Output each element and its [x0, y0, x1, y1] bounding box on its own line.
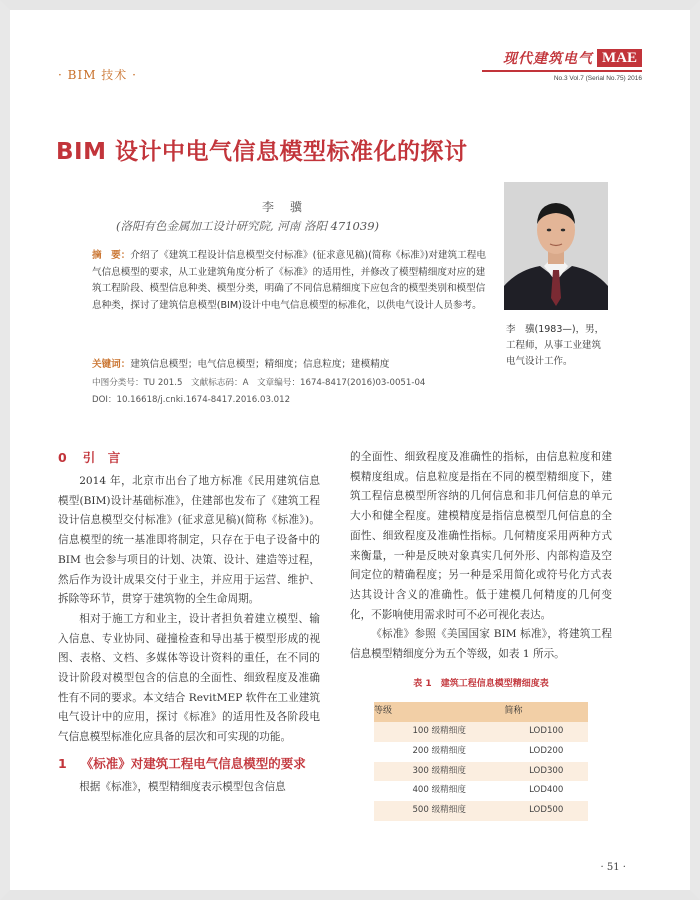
author-affiliation: (洛阳有色金属加工设计研究院, 河南 洛阳 471039) [116, 219, 379, 233]
journal-logo [482, 48, 642, 82]
abstract-text: 介绍了《建筑工程设计信息模型交付标准》(征求意见稿)(简称《标准》)对建筑工程电气信息模型的要求，从工业建筑角度分析了《标准》的适用性，并修改了模型精细度对应的建筑工程阶段、模型信息种类、模型分类，明确了不同信息精细度下应包含的模型类别和模型信息种类，探讨了建筑信息模型(BIM)设计中电气信息模型的标准化，以供电气设计人员参考。 [92, 250, 486, 311]
abstract [92, 248, 490, 314]
table-cell: 100 级精细度 [374, 722, 504, 742]
paragraph: 2014 年，北京市出台了地方标准《民用建筑信息模型(BIM)设计基础标准》，住建部也发布了《建筑工程设计信息模型交付标准》(征求意见稿)(简称《标准》)。信息模型的统一基准即将制定，只存在于电子设备中的 BIM 也会参与项目的计划、决策、设计、建造等过程，然后作为设计成果交付于业主，并应用于运营、维护、拆除等环节，贯穿于建筑物的全生命周期。 [58, 475, 320, 606]
author-bio: 李 骥(1983—)，男，工程师，从事工业建筑电气设计工作。 [506, 324, 605, 367]
table-header-cell: 简称 [504, 702, 588, 722]
classification-line: 中图分类号：TU 201.5 文献标志码：A 文章编号：1674-8417(2016)03-0051-04 [92, 378, 426, 388]
paragraph: 根据《标准》，模型精细度表示模型包含信息 [79, 780, 286, 793]
journal-name-row [482, 48, 642, 68]
issue-line: No.3 Vol.7 (Serial No.75) 2016 [553, 75, 642, 82]
section-title: 引 言 [82, 450, 121, 465]
table-cell: LOD400 [504, 781, 588, 801]
table-cell: LOD100 [504, 722, 588, 742]
table-cell: 500 级精细度 [374, 801, 504, 821]
keywords-label: 关键词： [92, 359, 131, 370]
page-number: · 51 · [600, 862, 626, 873]
table-cell: 400 级精细度 [374, 781, 504, 801]
doi-line: DOI：10.16618/j.cnki.1674-8417.2016.03.012 [92, 395, 291, 405]
author-name: 李 骥 [262, 200, 308, 214]
lod-table [374, 702, 588, 820]
section-number: 0 [58, 450, 67, 465]
section-tag: · BIM 技术 · [58, 68, 137, 82]
abstract-label: 摘 要： [92, 250, 131, 261]
section-heading-0 [58, 448, 320, 468]
paragraph: 的全面性、细致程度及准确性的指标，由信息粒度和建模精度组成。信息粒度是指在不同的模型精细度下，建筑工程信息模型所容纳的几何信息和非几何信息的单元大小和健全程度。建模精度是指信息模型几何信息的全面性、细致程度及准确性指标。几何精度采用两种方式来衡量，一种是反映对象真实几何外形、内部构造及空间定位的精确程度；另一种是采用简化或符号化方式表达其设计含义的准确性。低于建模几何精度的几何变化，不影响使用需求时可不必可视化表达。 [350, 451, 612, 621]
journal-rule [482, 70, 642, 72]
table-cell: LOD300 [504, 762, 588, 782]
table-cell: 300 级精细度 [374, 762, 504, 782]
table-row [374, 801, 588, 821]
left-column [58, 448, 320, 798]
author-photo [504, 182, 608, 310]
section-title: 《标准》对建筑工程电气信息模型的要求 [80, 755, 306, 771]
journal-name: 现代建筑电气 [503, 51, 593, 67]
table-cell: LOD500 [504, 801, 588, 821]
article-title: BIM 设计中电气信息模型标准化的探讨 [56, 139, 468, 165]
author-portrait-image [504, 182, 608, 310]
paragraph: 相对于施工方和业主，设计者担负着建立模型、输入信息、专业协同、碰撞检查和导出基于模型形成的视图、表格、文档、多媒体等设计资料的重任，在不同的设计阶段对模型包含的信息的全面性、细致程度及准确性有不同的要求。本文结合 RevitMEP 软件在工业建筑电气设计中的应用，探讨《标准》的适用性及各阶段电气信息模型标准化应具备的层次和可实现的功能。 [58, 612, 320, 744]
table-row [374, 781, 588, 801]
table-row [374, 722, 588, 742]
table-header-cell: 等级 [374, 702, 504, 722]
keywords-text: 建筑信息模型；电气信息模型；精细度；信息粒度；建模精度 [130, 359, 390, 370]
section-number: 1 [58, 755, 67, 771]
table-cell: LOD200 [504, 742, 588, 762]
journal-badge: MAE [597, 49, 642, 67]
section-heading-1 [58, 754, 320, 774]
right-column [350, 448, 612, 821]
table-row [374, 742, 588, 762]
table-caption: 表 1 建筑工程信息模型精细度表 [413, 678, 549, 689]
table-cell: 200 级精细度 [374, 742, 504, 762]
keywords [92, 356, 492, 370]
table-header-row [374, 702, 588, 722]
table-row [374, 762, 588, 782]
paragraph: 《标准》参照《美国国家 BIM 标准》，将建筑工程信息模型精细度分为五个等级，如表 1 所示。 [350, 628, 612, 661]
